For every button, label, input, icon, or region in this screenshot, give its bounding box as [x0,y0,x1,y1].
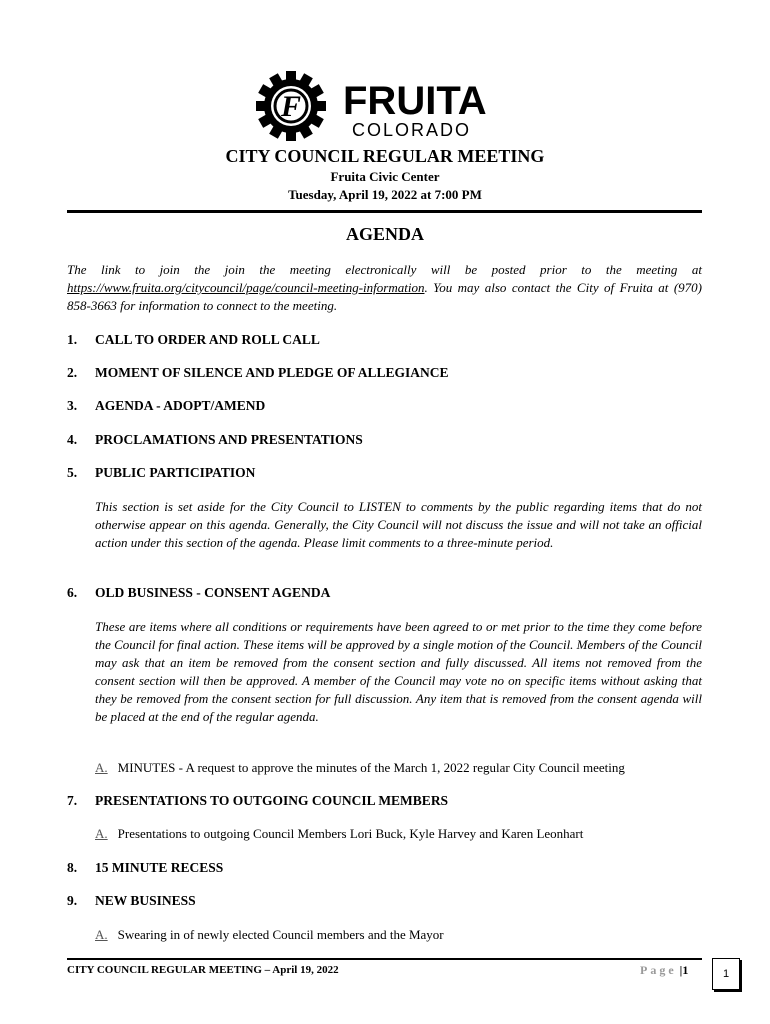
sub-item-presentations [95,826,707,842]
item-number: 7. [67,793,78,808]
sub-item-letter: A. [95,826,108,841]
item-title: PRESENTATIONS TO OUTGOING COUNCIL MEMBERS [95,793,449,808]
meeting-info-link[interactable]: https://www.fruita.org/citycouncil/page/council-meeting-information [67,280,425,295]
page-num: 1 [682,963,689,977]
page-separator: | [679,963,683,977]
meeting-datetime: Tuesday, April 19, 2022 at 7:00 PM [288,187,482,202]
svg-text:F: F [280,90,302,123]
fruita-logo [255,70,520,142]
item-title: 15 MINUTE RECESS [95,860,224,875]
sub-item-letter: A. [95,927,108,942]
public-participation-description: This section is set aside for the City Council to LISTEN to comments by the public regarding items that do not otherwise appear on this agenda. Generally, the City Council will not discuss the issue and will not take an official action under this section of the agenda. Please limit comments to a three-minute period. [95,499,702,550]
svg-text:FRUITA: FRUITA [343,79,487,123]
consent-agenda-description: These are items where all conditions or requirements have been agreed to or met prior to the time they come before the Council for final action. These items will be approved by a single motion of the Council. Members of the Council may ask that an item be removed from the consent section and fully discussed. All items not removed from the consent section will then be approved. A member of the Council may vote no on specific items without asking that they be removed from the consent section for full discussion. Any item that is removed from the consent agenda will be placed at the end of the regular agenda. [95,619,702,724]
sub-item-text: MINUTES - A request to approve the minutes of the March 1, 2022 regular City Council meeting [117,760,625,775]
sub-item-letter: A. [95,760,108,775]
sub-item-swearing-in [95,927,707,943]
intro-paragraph: The link to join the join the meeting electronically will be posted prior to the meeting at https://www.fruita.org/citycouncil/page/council-meeting-information. You may also contact the City of Fruita at (970) 858-3663 for information to connect to the meeting. [67,262,702,313]
meeting-title: CITY COUNCIL REGULAR MEETING [225,146,545,166]
item-number: 1. [67,332,78,347]
sub-item-text: Presentations to outgoing Council Members Lori Buck, Kyle Harvey and Karen Leonhart [117,826,584,841]
svg-text:COLORADO: COLORADO [352,120,472,140]
item-title: CALL TO ORDER AND ROLL CALL [95,332,320,347]
item-number: 2. [67,365,78,380]
item-number: 3. [67,398,78,413]
footer-divider [67,958,702,960]
item-number: 9. [67,893,78,908]
meeting-location: Fruita Civic Center [330,169,440,184]
item-title: OLD BUSINESS - CONSENT AGENDA [95,585,331,600]
item-number: 4. [67,432,78,447]
footer-title: CITY COUNCIL REGULAR MEETING – April 19, 2022 [67,964,339,976]
sub-item-text: Swearing in of newly elected Council members and the Mayor [117,927,444,942]
footer-page-number [640,963,688,978]
item-title: NEW BUSINESS [95,893,196,908]
item-number: 6. [67,585,78,600]
item-title: PUBLIC PARTICIPATION [95,465,256,480]
agenda-heading: AGENDA [345,224,424,244]
item-title: AGENDA - ADOPT/AMEND [95,398,266,413]
page-indicator-box: 1 [712,958,740,990]
header-divider [67,210,702,213]
item-number: 8. [67,860,78,875]
item-title: MOMENT OF SILENCE AND PLEDGE OF ALLEGIANCE [95,365,449,380]
gear-emblem-icon [255,70,520,142]
item-title: PROCLAMATIONS AND PRESENTATIONS [95,432,363,447]
page-label: Page [640,963,677,977]
sub-item-minutes [95,760,707,776]
item-number: 5. [67,465,78,480]
